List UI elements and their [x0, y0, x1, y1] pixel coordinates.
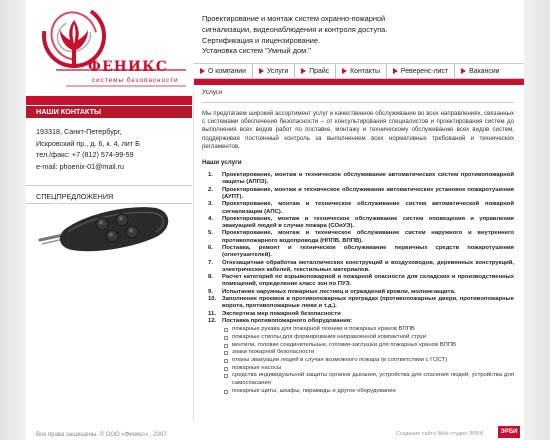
equipment-text: вентили, головки соединительные, головки-заглушки для пожарных кранов ВППВ: [232, 341, 457, 348]
copyright: Все права защищены. © ООО «Феникс» , 2007: [36, 432, 167, 438]
service-item: [202, 201, 514, 216]
service-text: Проектирование, монтаж и техническое обслуживание систем оповещения и управления эвакуацией людей в случае пожара (СОиУЭ).: [222, 215, 514, 230]
service-text: Заполнение проемов в противопожарных преградах (противопожарные двери, противопожарные ворота, противопожарные люки и т.д.).: [222, 296, 514, 310]
site-logo[interactable]: [26, 0, 192, 90]
service-item: [202, 289, 514, 296]
equipment-text: пожарные щиты, шкафы, пирамиды и другое оборудование: [232, 387, 396, 394]
header-line: Проектирование и монтаж систем охранно-пожарной: [202, 14, 386, 23]
equipment-item: [222, 357, 514, 365]
equipment-text: знаки пожарной безопасности: [232, 349, 315, 356]
service-item: [202, 311, 514, 318]
nav-item-vacancies[interactable]: [455, 64, 505, 78]
square-bullet-icon: [224, 390, 228, 394]
arrow-right-icon: [301, 68, 306, 74]
service-text: Экспертиза мер пожарной безопасности: [222, 310, 341, 317]
service-item: [202, 260, 514, 275]
header-line: Сертификация и лицензирование.: [202, 35, 321, 45]
arrow-right-icon: [342, 68, 347, 74]
header-slogan: [202, 14, 492, 57]
service-number: 5.: [208, 230, 213, 237]
square-bullet-icon: [224, 328, 228, 332]
services-heading: Наши услуги: [202, 159, 242, 167]
equipment-item: [222, 349, 514, 357]
service-text: Поставка, ремонт и техническое обслуживание первичных средств пожаротушения (огнетушителей).: [222, 244, 514, 259]
service-number: 3.: [208, 201, 213, 208]
service-number: 1.: [208, 172, 213, 179]
nav-label: Реверенс-лист: [400, 67, 449, 75]
phone-line: тел./факс: +7 (812) 574-99-59: [36, 150, 134, 160]
service-text: Проектирование, монтаж и техническое обслуживание автоматических установок пожаротушения (АУПТ).: [222, 186, 514, 200]
service-number: 8.: [208, 274, 213, 281]
service-number: 11.: [208, 310, 216, 317]
service-number: 10.: [208, 296, 217, 303]
nav-label: Вакансии: [469, 67, 500, 75]
service-item: [202, 274, 514, 289]
equipment-list: [222, 326, 514, 395]
equipment-text: средства индивидуальной защиты органов дыхания, устройства для спасения людей, устройства для самоспасания: [232, 372, 514, 387]
equipment-item: [222, 334, 514, 342]
arrow-right-icon: [393, 68, 398, 74]
service-item: [202, 296, 514, 311]
service-text: Проектирование, монтаж и техническое обслуживание систем автоматической пожарной сигнализации (АПС).: [222, 201, 514, 215]
arrow-right-icon: [200, 68, 205, 74]
service-text: Проектирование, монтаж и техническое обслуживание систем наружного и внутреннего противопожарного водопровода (НППВ, ВППВ).: [222, 230, 514, 244]
service-item: [202, 172, 514, 187]
services-list: [202, 172, 514, 396]
nav-accent-bar: [194, 79, 524, 85]
divider: [26, 185, 192, 186]
main-content: [202, 89, 514, 396]
service-item: [202, 216, 514, 231]
equipment-text: пожарные насосы: [232, 364, 282, 371]
square-bullet-icon: [224, 336, 228, 340]
page-shadow-right: [524, 0, 550, 440]
service-item: [202, 230, 514, 245]
divider: [202, 102, 514, 103]
nav-item-contacts[interactable]: [336, 64, 387, 78]
equipment-text: планы эвакуации людей в случае возможного пожара (в соответствии с ГОСТ): [232, 357, 448, 364]
nav-label: О компании: [208, 67, 247, 75]
square-bullet-icon: [224, 351, 228, 355]
service-text: Огнезащитная обработка металлических конструкций и воздуховодов, деревянных конструкций, электрических кабелей, текстильных материалов.: [222, 259, 514, 273]
service-text: Расчет категорий по взрывопожарной и пожарной опасности для складских и производственных помещений, определение класс зон по ПУЭ.: [222, 274, 514, 288]
special-offers-heading[interactable]: СПЕЦПРЕДЛОЖЕНИЯ: [36, 192, 114, 201]
service-number: 7.: [208, 259, 213, 266]
equipment-item: [222, 326, 514, 334]
service-number: 4.: [208, 215, 213, 222]
nav-label: Контакты: [350, 67, 380, 75]
page: [26, 0, 524, 440]
service-number: 6.: [208, 244, 213, 251]
service-number: 2.: [208, 186, 213, 193]
page-title: Услуги: [202, 89, 222, 96]
nav-item-price[interactable]: [295, 64, 336, 78]
studio-logo[interactable]: ЭРБИ: [498, 426, 520, 438]
contacts-heading: НАШИ КОНТАКТЫ: [26, 106, 192, 118]
equipment-text: пожарные рукава для пожарной техники и пожарных кранов ВППВ: [232, 326, 415, 333]
page-shadow-left: [0, 0, 26, 440]
service-item: [202, 187, 514, 202]
header-line: сигнализации, видеонаблюдения и контроля доступа.: [202, 24, 388, 34]
arrow-right-icon: [461, 68, 466, 74]
brand-tagline: системы безопасности: [92, 77, 179, 84]
nav-item-references[interactable]: [387, 64, 455, 78]
service-item: [202, 318, 514, 396]
sidebar-accent-band: [26, 96, 192, 105]
equipment-item: [222, 388, 514, 396]
header-line: Установка систем "Умный дом.": [202, 46, 311, 56]
square-bullet-icon: [224, 367, 228, 371]
service-number: 12.: [208, 317, 217, 324]
nav-label: Прайс: [309, 67, 330, 75]
email-link[interactable]: e-mail: phoenix-01@mail.ru: [36, 161, 124, 171]
nav-item-about[interactable]: [194, 64, 253, 78]
square-bullet-icon: [224, 374, 228, 378]
keyfob-image[interactable]: [38, 194, 176, 264]
equipment-text: пожарные стволы для формирования направленной компактной струи: [232, 333, 427, 340]
square-bullet-icon: [224, 344, 228, 348]
brand-name: ФЕНИКС: [88, 59, 169, 75]
contacts-block: [26, 118, 192, 172]
studio-credit[interactable]: Создание сайта Web-студия ЭРБИ: [396, 431, 484, 437]
service-text: Проектирование, монтаж и техническое обслуживание автоматических систем противопожарной защиты (АППЗ).: [222, 172, 514, 186]
main-nav: [194, 63, 524, 79]
address-line: 193318, Санкт-Петербург,: [36, 127, 122, 136]
service-text: Испытание наружных пожарных лестниц и ограждений кровли, молниезащита.: [222, 288, 456, 295]
equipment-item: [222, 372, 514, 387]
square-bullet-icon: [224, 359, 228, 363]
nav-item-services[interactable]: [253, 64, 295, 78]
address-line: Искровский пр., д. 6, к. 4, лит Б: [36, 138, 140, 148]
service-item: [202, 245, 514, 260]
column-divider: [193, 90, 194, 420]
intro-paragraph: Мы предлагаем широкий ассортимент услуг и качественное обслуживание во всех направлениях, связанных с системами обеспечения безопасности – от консультирования специалистов и проектирования систем до выполнения всех видов работ по поставке, монтажу и техническому обслуживанию всех видов систем, поддерживая постоянный контроль за выполнением всех нормативных требований и технических регламентов.: [202, 110, 514, 150]
arrow-right-icon: [259, 68, 264, 74]
service-number: 9.: [208, 288, 213, 295]
nav-label: Услуги: [267, 67, 289, 75]
sidebar: [26, 106, 192, 201]
service-text: Поставка противопожарного оборудования:: [222, 317, 353, 324]
